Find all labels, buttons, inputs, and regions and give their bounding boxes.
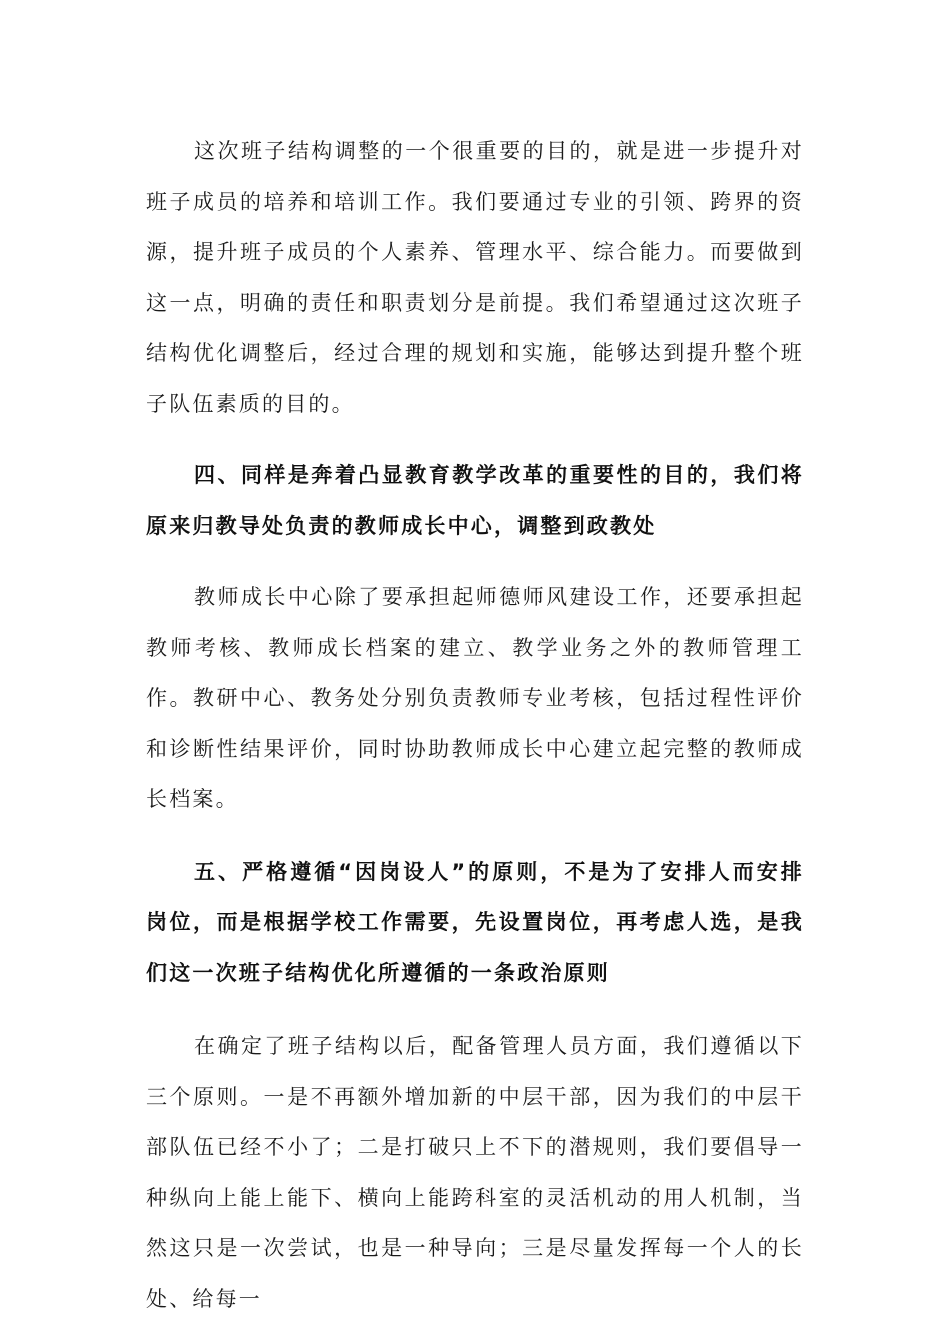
section-heading-5: 五、严格遵循“因岗设人”的原则，不是为了安排人而安排岗位，而是根据学校工作需要，先设置岗位，再考虑人选，是我们这一次班子结构优化所遵循的一条政治原则: [146, 859, 804, 985]
document-page: [146, 126, 804, 1324]
paragraph-teacher-growth-center: 教师成长中心除了要承担起师德师风建设工作，还要承担起教师考核、教师成长档案的建立、教学业务之外的教师管理工作。教研中心、教务处分别负责教师专业考核，包括过程性评价和诊断性结果评价，同时协助教师成长中心建立起完整的教师成长档案。: [146, 585, 804, 811]
paragraph-staffing-principles: 在确定了班子结构以后，配备管理人员方面，我们遵循以下三个原则。一是不再额外增加新的中层干部，因为我们的中层干部队伍已经不小了；二是打破只上不下的潜规则，我们要倡导一种纵向上能上能下、横向上能跨科室的灵活机动的用人机制，当然这只是一次尝试，也是一种导向；三是尽量发挥每一个人的长处、给每一: [146, 1034, 804, 1311]
paragraph-team-training: 这次班子结构调整的一个很重要的目的，就是进一步提升对班子成员的培养和培训工作。我们要通过专业的引领、跨界的资源，提升班子成员的个人素养、管理水平、综合能力。而要做到这一点，明确的责任和职责划分是前提。我们希望通过这次班子结构优化调整后，经过合理的规划和实施，能够达到提升整个班子队伍素质的目的。: [146, 139, 804, 416]
section-heading-4: 四、同样是奔着凸显教育教学改革的重要性的目的，我们将原来归教导处负责的教师成长中心，调整到政教处: [146, 463, 804, 538]
